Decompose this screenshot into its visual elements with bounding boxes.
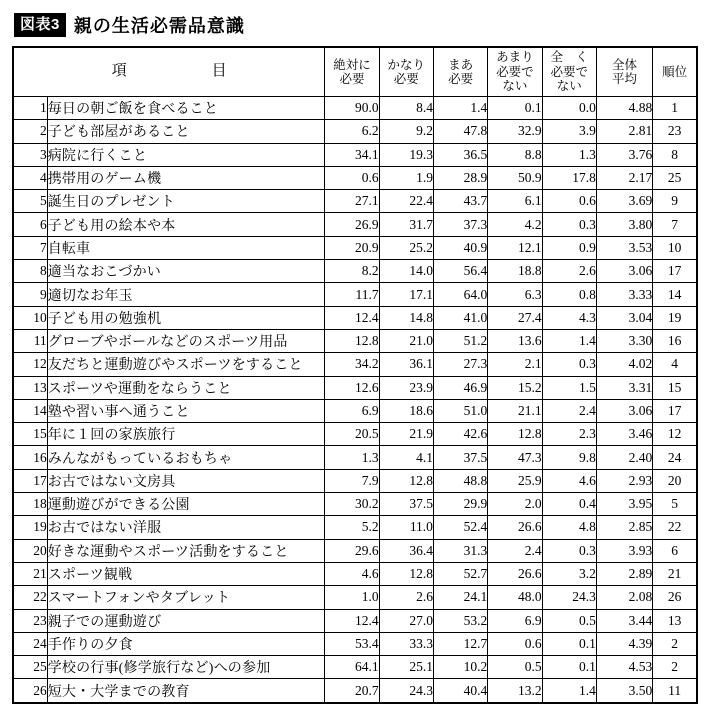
cell-somewhat-necessary: 51.0 [433,399,487,422]
cell-not-at-all-necessary: 0.1 [542,632,596,655]
row-item-label: 子ども用の絵本や本 [47,213,325,236]
row-number: 16 [13,446,47,469]
data-table [12,46,698,704]
cell-overall-average: 2.17 [596,166,652,189]
table-row [13,493,697,516]
column-header-not-at-all-necessary [542,47,596,97]
cell-overall-average: 3.33 [596,283,652,306]
cell-rank: 12 [653,423,697,446]
table-row [13,632,697,655]
cell-not-at-all-necessary: 1.3 [542,143,596,166]
table-header [13,47,697,97]
table-row [13,399,697,422]
row-item-label: 親子での運動遊び [47,609,325,632]
cell-not-at-all-necessary: 4.8 [542,516,596,539]
row-item-label: お古ではない文房具 [47,469,325,492]
row-item-label: 適当なおこづかい [47,260,325,283]
table-row [13,679,697,703]
cell-absolutely-necessary: 27.1 [325,190,379,213]
table-row [13,446,697,469]
cell-somewhat-necessary: 37.3 [433,213,487,236]
cell-fairly-necessary: 9.2 [379,120,433,143]
cell-not-at-all-necessary: 3.9 [542,120,596,143]
table-row [13,656,697,679]
cell-absolutely-necessary: 30.2 [325,493,379,516]
table-row [13,260,697,283]
table-row [13,97,697,120]
cell-somewhat-necessary: 27.3 [433,353,487,376]
cell-overall-average: 3.44 [596,609,652,632]
figure-number-badge: 図表3 [14,13,66,37]
header-row [13,47,697,97]
cell-not-very-necessary: 13.2 [488,679,542,703]
cell-not-very-necessary: 12.8 [488,423,542,446]
figure-title [14,12,698,38]
table-row [13,329,697,352]
col-head-line2: 必要 [448,72,474,86]
cell-somewhat-necessary: 43.7 [433,190,487,213]
cell-fairly-necessary: 36.1 [379,353,433,376]
cell-somewhat-necessary: 52.4 [433,516,487,539]
row-item-label: 年に１回の家族旅行 [47,423,325,446]
table-row [13,213,697,236]
cell-somewhat-necessary: 64.0 [433,283,487,306]
cell-overall-average: 3.06 [596,399,652,422]
cell-not-very-necessary: 2.4 [488,539,542,562]
cell-fairly-necessary: 17.1 [379,283,433,306]
row-number: 4 [13,166,47,189]
column-header-not-very-necessary [488,47,542,97]
cell-overall-average: 3.93 [596,539,652,562]
cell-not-at-all-necessary: 9.8 [542,446,596,469]
row-number: 26 [13,679,47,703]
col-head-line3: ない [502,79,528,94]
cell-rank: 9 [653,190,697,213]
column-header-rank [653,47,697,97]
row-number: 9 [13,283,47,306]
table-row [13,143,697,166]
col-head-line3: ない [556,79,582,94]
row-item-label: みんながもっているおもちゃ [47,446,325,469]
row-number: 1 [13,97,47,120]
row-number: 18 [13,493,47,516]
col-head-line1: 全体 [612,57,638,72]
table-row [13,609,697,632]
cell-absolutely-necessary: 12.4 [325,306,379,329]
table-row [13,283,697,306]
cell-fairly-necessary: 31.7 [379,213,433,236]
cell-fairly-necessary: 21.9 [379,423,433,446]
table-row [13,423,697,446]
table-row [13,166,697,189]
cell-overall-average: 3.69 [596,190,652,213]
cell-rank: 6 [653,539,697,562]
cell-overall-average: 4.88 [596,97,652,120]
col-head-line2: 必要 [339,72,365,86]
cell-not-very-necessary: 27.4 [488,306,542,329]
cell-rank: 10 [653,236,697,259]
cell-somewhat-necessary: 53.2 [433,609,487,632]
cell-absolutely-necessary: 0.6 [325,166,379,189]
col-head-line2: 平均 [612,72,638,86]
cell-absolutely-necessary: 12.4 [325,609,379,632]
cell-not-very-necessary: 12.1 [488,236,542,259]
cell-fairly-necessary: 8.4 [379,97,433,120]
cell-not-at-all-necessary: 1.4 [542,679,596,703]
cell-fairly-necessary: 12.8 [379,469,433,492]
cell-not-very-necessary: 26.6 [488,516,542,539]
cell-absolutely-necessary: 6.9 [325,399,379,422]
row-item-label: お古ではない洋服 [47,516,325,539]
cell-fairly-necessary: 12.8 [379,562,433,585]
row-number: 13 [13,376,47,399]
cell-not-at-all-necessary: 1.5 [542,376,596,399]
cell-fairly-necessary: 36.4 [379,539,433,562]
table-row [13,539,697,562]
column-header-item: 項 目 [13,47,325,97]
row-number: 24 [13,632,47,655]
cell-not-at-all-necessary: 0.1 [542,656,596,679]
cell-somewhat-necessary: 41.0 [433,306,487,329]
cell-fairly-necessary: 4.1 [379,446,433,469]
col-head-line1: まあ [448,57,474,72]
cell-fairly-necessary: 2.6 [379,586,433,609]
cell-not-very-necessary: 2.1 [488,353,542,376]
row-number: 2 [13,120,47,143]
cell-not-very-necessary: 48.0 [488,586,542,609]
cell-overall-average: 3.50 [596,679,652,703]
cell-not-at-all-necessary: 0.4 [542,493,596,516]
cell-rank: 17 [653,399,697,422]
cell-rank: 8 [653,143,697,166]
cell-not-at-all-necessary: 17.8 [542,166,596,189]
cell-fairly-necessary: 1.9 [379,166,433,189]
cell-rank: 21 [653,562,697,585]
cell-not-at-all-necessary: 2.3 [542,423,596,446]
cell-rank: 7 [653,213,697,236]
cell-not-at-all-necessary: 0.0 [542,97,596,120]
row-item-label: 毎日の朝ご飯を食べること [47,97,325,120]
cell-fairly-necessary: 27.0 [379,609,433,632]
cell-absolutely-necessary: 1.3 [325,446,379,469]
cell-fairly-necessary: 23.9 [379,376,433,399]
cell-rank: 4 [653,353,697,376]
cell-absolutely-necessary: 1.0 [325,586,379,609]
cell-fairly-necessary: 18.6 [379,399,433,422]
row-number: 15 [13,423,47,446]
cell-somewhat-necessary: 46.9 [433,376,487,399]
cell-absolutely-necessary: 12.6 [325,376,379,399]
row-number: 23 [13,609,47,632]
cell-fairly-necessary: 25.2 [379,236,433,259]
cell-absolutely-necessary: 8.2 [325,260,379,283]
cell-absolutely-necessary: 6.2 [325,120,379,143]
cell-absolutely-necessary: 90.0 [325,97,379,120]
row-number: 25 [13,656,47,679]
cell-not-very-necessary: 32.9 [488,120,542,143]
row-number: 3 [13,143,47,166]
row-item-label: 塾や習い事へ通うこと [47,399,325,422]
cell-fairly-necessary: 11.0 [379,516,433,539]
col-head-line1: かなり [387,57,426,72]
cell-somewhat-necessary: 12.7 [433,632,487,655]
cell-overall-average: 4.02 [596,353,652,376]
cell-somewhat-necessary: 51.2 [433,329,487,352]
row-number: 10 [13,306,47,329]
cell-somewhat-necessary: 47.8 [433,120,487,143]
cell-overall-average: 3.46 [596,423,652,446]
cell-overall-average: 3.76 [596,143,652,166]
cell-fairly-necessary: 19.3 [379,143,433,166]
cell-not-at-all-necessary: 24.3 [542,586,596,609]
cell-absolutely-necessary: 4.6 [325,562,379,585]
cell-absolutely-necessary: 29.6 [325,539,379,562]
column-header-overall-average [596,47,652,97]
row-item-label: 好きな運動やスポーツ活動をすること [47,539,325,562]
cell-not-at-all-necessary: 2.6 [542,260,596,283]
cell-not-very-necessary: 21.1 [488,399,542,422]
row-item-label: グローブやボールなどのスポーツ用品 [47,329,325,352]
row-item-label: 運動遊びができる公園 [47,493,325,516]
cell-not-very-necessary: 0.5 [488,656,542,679]
cell-overall-average: 4.53 [596,656,652,679]
cell-rank: 20 [653,469,697,492]
cell-fairly-necessary: 37.5 [379,493,433,516]
cell-not-at-all-necessary: 0.3 [542,539,596,562]
cell-not-at-all-necessary: 0.6 [542,190,596,213]
cell-absolutely-necessary: 20.5 [325,423,379,446]
cell-somewhat-necessary: 37.5 [433,446,487,469]
col-head-line1: あまり [496,50,534,65]
table-row [13,469,697,492]
row-number: 22 [13,586,47,609]
cell-overall-average: 3.31 [596,376,652,399]
row-number: 8 [13,260,47,283]
cell-absolutely-necessary: 26.9 [325,213,379,236]
cell-not-very-necessary: 47.3 [488,446,542,469]
table-row [13,353,697,376]
cell-absolutely-necessary: 7.9 [325,469,379,492]
cell-not-very-necessary: 25.9 [488,469,542,492]
cell-overall-average: 4.39 [596,632,652,655]
table-row [13,236,697,259]
cell-absolutely-necessary: 53.4 [325,632,379,655]
col-head-line1: 順位 [662,64,688,79]
cell-absolutely-necessary: 20.7 [325,679,379,703]
cell-somewhat-necessary: 36.5 [433,143,487,166]
table-row [13,120,697,143]
cell-rank: 11 [653,679,697,703]
cell-not-at-all-necessary: 0.8 [542,283,596,306]
col-head-line2: 必要で [550,64,588,79]
cell-not-very-necessary: 26.6 [488,562,542,585]
column-header-somewhat-necessary [433,47,487,97]
row-item-label: 携帯用のゲーム機 [47,166,325,189]
cell-not-very-necessary: 2.0 [488,493,542,516]
cell-not-at-all-necessary: 0.3 [542,213,596,236]
col-head-line2: 必要 [393,72,419,86]
cell-absolutely-necessary: 5.2 [325,516,379,539]
cell-somewhat-necessary: 31.3 [433,539,487,562]
cell-not-at-all-necessary: 4.6 [542,469,596,492]
cell-overall-average: 2.81 [596,120,652,143]
cell-somewhat-necessary: 48.8 [433,469,487,492]
row-item-label: 友だちと運動遊びやスポーツをすること [47,353,325,376]
cell-not-at-all-necessary: 1.4 [542,329,596,352]
cell-overall-average: 3.95 [596,493,652,516]
cell-rank: 22 [653,516,697,539]
row-number: 12 [13,353,47,376]
cell-not-very-necessary: 13.6 [488,329,542,352]
cell-somewhat-necessary: 1.4 [433,97,487,120]
cell-somewhat-necessary: 40.4 [433,679,487,703]
cell-not-very-necessary: 50.9 [488,166,542,189]
table-row [13,516,697,539]
row-number: 14 [13,399,47,422]
cell-rank: 23 [653,120,697,143]
cell-overall-average: 3.30 [596,329,652,352]
row-number: 7 [13,236,47,259]
cell-somewhat-necessary: 52.7 [433,562,487,585]
cell-not-very-necessary: 4.2 [488,213,542,236]
column-header-absolutely-necessary [325,47,379,97]
cell-overall-average: 3.06 [596,260,652,283]
row-item-label: 短大・大学までの教育 [47,679,325,703]
cell-somewhat-necessary: 56.4 [433,260,487,283]
page-title: 親の生活必需品意識 [73,16,245,36]
cell-absolutely-necessary: 34.1 [325,143,379,166]
cell-overall-average: 3.53 [596,236,652,259]
col-head-line1: 全 く [550,50,588,65]
cell-absolutely-necessary: 11.7 [325,283,379,306]
cell-not-very-necessary: 6.3 [488,283,542,306]
cell-fairly-necessary: 21.0 [379,329,433,352]
row-item-label: 子ども用の勉強机 [47,306,325,329]
cell-rank: 25 [653,166,697,189]
cell-not-very-necessary: 0.1 [488,97,542,120]
cell-absolutely-necessary: 12.8 [325,329,379,352]
cell-absolutely-necessary: 64.1 [325,656,379,679]
cell-absolutely-necessary: 20.9 [325,236,379,259]
cell-overall-average: 3.04 [596,306,652,329]
cell-not-very-necessary: 0.6 [488,632,542,655]
cell-overall-average: 2.40 [596,446,652,469]
cell-not-at-all-necessary: 0.5 [542,609,596,632]
cell-not-very-necessary: 15.2 [488,376,542,399]
column-header-fairly-necessary [379,47,433,97]
cell-fairly-necessary: 24.3 [379,679,433,703]
cell-rank: 17 [653,260,697,283]
cell-somewhat-necessary: 29.9 [433,493,487,516]
row-item-label: 自転車 [47,236,325,259]
cell-fairly-necessary: 22.4 [379,190,433,213]
table-row [13,190,697,213]
cell-somewhat-necessary: 40.9 [433,236,487,259]
row-number: 21 [13,562,47,585]
row-number: 17 [13,469,47,492]
cell-rank: 16 [653,329,697,352]
row-number: 6 [13,213,47,236]
cell-rank: 5 [653,493,697,516]
row-item-label: スマートフォンやタブレット [47,586,325,609]
cell-overall-average: 3.80 [596,213,652,236]
cell-fairly-necessary: 14.8 [379,306,433,329]
cell-rank: 15 [653,376,697,399]
cell-fairly-necessary: 33.3 [379,632,433,655]
cell-rank: 13 [653,609,697,632]
cell-rank: 26 [653,586,697,609]
table-row [13,562,697,585]
cell-somewhat-necessary: 42.6 [433,423,487,446]
cell-not-very-necessary: 8.8 [488,143,542,166]
cell-not-at-all-necessary: 0.9 [542,236,596,259]
cell-fairly-necessary: 25.1 [379,656,433,679]
table-row [13,586,697,609]
row-item-label: 学校の行事(修学旅行など)への参加 [47,656,325,679]
row-item-label: 適切なお年玉 [47,283,325,306]
cell-not-at-all-necessary: 4.3 [542,306,596,329]
row-number: 11 [13,329,47,352]
row-item-label: スポーツ観戦 [47,562,325,585]
cell-absolutely-necessary: 34.2 [325,353,379,376]
cell-not-at-all-necessary: 0.3 [542,353,596,376]
cell-rank: 2 [653,632,697,655]
row-item-label: スポーツや運動をならうこと [47,376,325,399]
cell-overall-average: 2.89 [596,562,652,585]
table-row [13,306,697,329]
cell-rank: 14 [653,283,697,306]
cell-not-very-necessary: 6.9 [488,609,542,632]
cell-fairly-necessary: 14.0 [379,260,433,283]
cell-not-at-all-necessary: 2.4 [542,399,596,422]
cell-somewhat-necessary: 10.2 [433,656,487,679]
cell-rank: 19 [653,306,697,329]
cell-rank: 24 [653,446,697,469]
cell-not-very-necessary: 6.1 [488,190,542,213]
row-number: 20 [13,539,47,562]
cell-overall-average: 2.93 [596,469,652,492]
cell-rank: 1 [653,97,697,120]
cell-rank: 2 [653,656,697,679]
cell-not-at-all-necessary: 3.2 [542,562,596,585]
row-item-label: 誕生日のプレゼント [47,190,325,213]
col-head-line2: 必要で [496,64,534,79]
row-item-label: 子ども部屋があること [47,120,325,143]
cell-somewhat-necessary: 24.1 [433,586,487,609]
cell-not-very-necessary: 18.8 [488,260,542,283]
table-row [13,376,697,399]
cell-overall-average: 2.08 [596,586,652,609]
row-item-label: 手作りの夕食 [47,632,325,655]
cell-overall-average: 2.85 [596,516,652,539]
row-number: 5 [13,190,47,213]
row-number: 19 [13,516,47,539]
row-item-label: 病院に行くこと [47,143,325,166]
cell-somewhat-necessary: 28.9 [433,166,487,189]
table-body [13,97,697,703]
col-head-line1: 絶対に [333,57,371,72]
